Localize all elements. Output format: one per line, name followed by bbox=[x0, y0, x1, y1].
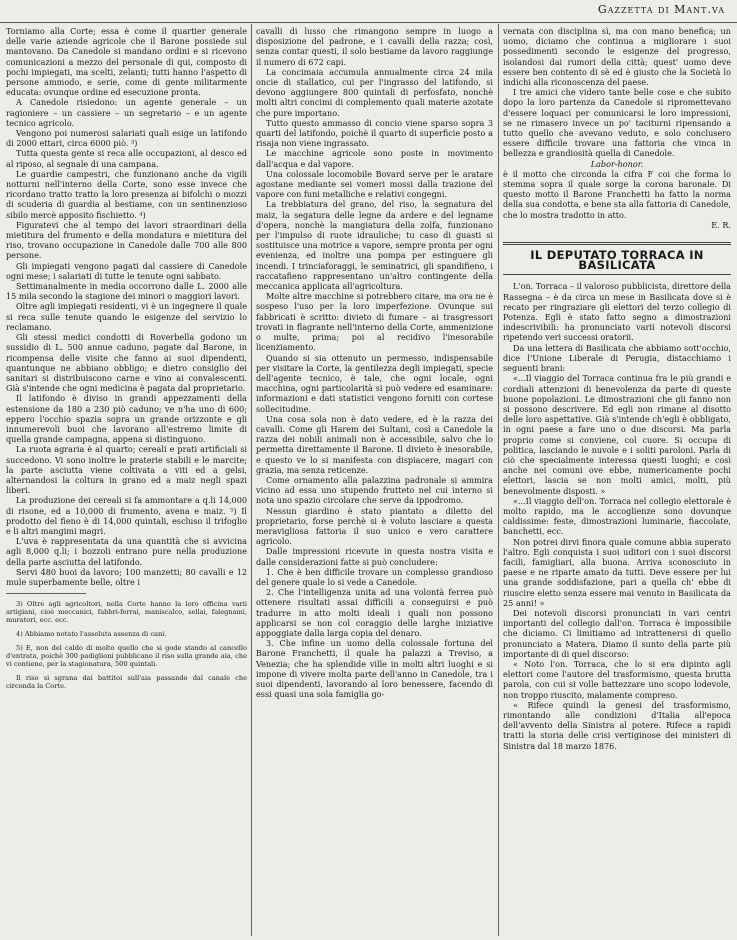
paragraph: Tutto questo ammasso di concio viene sparso sopra 3 quarti del latifondo, poichè il quarto di superficie posto a risaja non viene ingrassato. bbox=[256, 117, 493, 149]
footnote: 5) E, non del caldo di molto quello che si gode stando al cancello d'entrata, poichè 300 padiglioni pubblicano il riso sulla grande aia, che vi contiene, per la stagionatura, 500 quintali. bbox=[6, 644, 247, 669]
paragraph: Vengono poi numerosi salariati quali esige un latifondo di 2000 ettari, circa 6000 piò. ³) bbox=[6, 128, 247, 149]
paragraph: La trebbiatura del grano, del riso, la segnatura del maiz, la segatura delle legne da ardere e del legname d'opera, nonchè la mangiatura della zolfa, funzionano per l'impulso di ruote idrauliche; tu caso di guasti si sostituisce una motrice a vapore, sempre pronta per ogni evenienza, ed inoltre una pompa per estinguere gli incendi. I trinciaforaggi, le seminatrici, gli spandifieno, i raccatafieno rappresentano un'altro contingente della meccanica applicata all'agricoltura. bbox=[256, 199, 493, 292]
column-3 bbox=[503, 26, 731, 936]
paragraph: Gli impiegati vengono pagati dal cassiere di Canedole ogni mese; i salariati di tutte le tenute ogni sabbato. bbox=[6, 260, 247, 281]
column-divider bbox=[251, 24, 252, 936]
paragraph: Nessun giardino è stato piantato a diletto del proprietario, forse perchè si è voluto lasciare a questa meravigliosa fattoria il suo unico e vero carattere agricolo. bbox=[256, 505, 493, 547]
paragraph: Gli stessi medici condotti di Roverbella godono un sussidio di L. 500 annue caduno, pagate dal Barone, in ricompensa delle visite che fanno ai suoi dipendenti, quantunque ne abbiano obbligo; e dietro consiglio dei sanitari si distribuiscono carne e vino ai convalescenti. Già s'intende che ogni medicina è pagata dal proprietario. bbox=[6, 332, 247, 394]
paragraph: vernata con disciplina sì, ma con mano benefica; un uomo, diciamo che continua a migliorare i suoi possedimenti secondo le esigenze del progresso, isolandosi dai rumori della città; quest' uomo deve essere ben contento di sè ed è giusto che la Società lo indichi alla riconoscenza del paese. bbox=[503, 26, 731, 88]
paragraph: cavalli di lusso che rimangono sempre in luogo a disposizione del padrone, e i cavalli della razza; così, senza contar questi, il solo bestiame da lavoro raggiunge il numero di 672 capi. bbox=[256, 26, 493, 67]
paragraph: « Noto l'on. Torraca, che lo si era dipinto agli elettori come l'autore del trasformismo, questa brutta parola, con cui si volle battezzare uno scopo lodevole, non troppo riuscito, malamente compreso. bbox=[503, 658, 731, 700]
paragraph: Una cosa sola non è dato vedere, ed è la razza dei cavalli. Come gli Harem dei Sultani, così a Canedole la razza dei nobili animali non è accessibile, salvo che lo permetta direttamente il Barone. Il divieto è inesorabile, e questo ve lo si manifesta con dispiacere, magari con grazia, ma senza reticenze. bbox=[256, 413, 493, 475]
paragraph: Le guardie campestri, che funzionano anche da vigili notturni nell'interno della Corte, sono esse invece che ricordano tratto tratto la loro presenza ai bifolchi o mozzi di scuderia di guardia al bestiame, con un sentinenzioso sibilo mercè apposito fischietto. ⁴) bbox=[6, 168, 247, 220]
paragraph: Come ornamento alla palazzina padronale si ammira vicino ad essa uno stupendo frutteto nel cui interno si nota uno spazio circolare che serve da ippodromo. bbox=[256, 474, 493, 506]
paragraph: Dalle impressioni ricevute in questa nostra visita e dalle considerazioni fatte si può concludere: bbox=[256, 546, 493, 567]
paragraph: Settimanalmente in media occorrono dalle L. 2000 alle 15 mila secondo la stagione dei minori o maggiori lavori. bbox=[6, 281, 247, 302]
paragraph: L'on. Torraca – il valoroso pubblicista, direttore della Rassegna – è da circa un mese in Basilicata dove si è recato per ringraziare gli elettori del terzo collegio di Potenza. Egli è stato fatto segno a dimostrazioni indescrivibili: ha pronunciato varii notevoli discorsi ripetendo veri successi oratorii. bbox=[503, 281, 731, 343]
paragraph: 3. Che infine un uomo della colossale fortuna del Barone Franchetti, il quale ha palazzi a Treviso, a Venezia; che ha splendide ville in molti altri luoghi e si impone di vivere molta parte dell'anno in Canedole, tra i suoi dipendenti, lavorando al loro benessere, facendo di essi quasi una sola famiglia go- bbox=[256, 638, 493, 700]
article-signature: E. R. bbox=[711, 219, 731, 230]
paragraph: A Canedole risiedono: un agente generale – un ragioniere – un cassiere – un segretario – e un agente tecnico agricolo. bbox=[6, 97, 247, 128]
paragraph: Dei notevoli discorsi pronunciati in vari centri importanti del collegio dall'on. Torraca è impossibile che diciamo. Ci limitiamo ad intrattenersi di quello pronunciato a Matera. Diamo il sunto della parte più importante di di quel discorso: bbox=[503, 607, 731, 659]
paragraph: Le macchine agricole sono poste in movimento dall'acqua e dal vapore. bbox=[256, 148, 493, 169]
paragraph: «...Il viaggio del Torraca continua fra le più grandi e cordiali attenzioni di benevolenza da parte di queste buone popolazioni. Le dimostrazioni che gli fanno non si possono descrivere. Ed egli non rimane al disotto delle loro aspettative. Già s'intende ch'egli è obbligato, in ogni paese a fare uno o due discorsi. Ma parla proprio come si conviene, col cuore. Si occupa di politica, lasciando le nuvole e i soliti paroloni. Parla di ciò che specialmente interessa questi luoghi; e così anche nei comuni ove ebbe, numericamente pochi elettori, lascia se non molti amici, molti, più benevolmente disposti. » bbox=[503, 373, 731, 496]
column-2 bbox=[256, 26, 493, 936]
page-header bbox=[0, 0, 737, 23]
footnote: 4) Abbiamo notato l'assoluta assenza di cani. bbox=[16, 630, 167, 639]
footnote-divider bbox=[6, 593, 86, 594]
paragraph: 1. Che è ben difficile trovare un complesso grandioso del genere quale lo si vede a Canedole. bbox=[256, 566, 493, 587]
paragraph: I tre amici che videro tante belle cose e che subito dopo la loro partenza da Canedole si ripromettevano d'essere loquaci per comunicarsi le loro impressioni, se ne rimasero invece un po' taciturni ripensando a tutto quello che avevano veduto, e solo conclusero essere difficile trovare una fattoria che vinca in bellezza e grandiosità quella di Canedole. bbox=[503, 87, 731, 159]
paragraph: Quando si sia ottenuto un permesso, indispensabile per visitare la Corte, la gentilezza degli impiegati, specie dell'agente tecnico, è tale, che ogni locale, ogni macchina, ogni particolarità si può vedere ed esaminare: informazioni e dati statistici vengono forniti con cortese sollecitudine. bbox=[256, 352, 493, 414]
column-divider bbox=[498, 24, 499, 936]
column-1 bbox=[6, 26, 247, 936]
paragraph: Molte altre macchine si potrebbero citare, ma ora ne è sospeso l'uso per la loro imperfezione. Ovunque sui fabbricati è scritto: divieto di fumare – ai trasgressori trovati in flagrante nell'interno della Corte, ammenizione o multe, prima; poi al recidivo l'inesorabile licenziamento. bbox=[256, 291, 493, 353]
paragraph: Da una lettera di Basilicata che abbiamo sott'occhio, dice l'Unione Liberale di Perugia, distacchiamo i seguenti brani: bbox=[503, 342, 731, 374]
paragraph: è il motto che circonda la cifra F coi che forma lo stemma sopra il quale sorge la corona baronale. Di questo motto il Barone Franchetti ha fatto la norma della sua condotta, e bene sta alla fattoria di Canedole, che lo mostra tradotto in atto. bbox=[503, 168, 731, 220]
paragraph: La produzione dei cereali si fa ammontare a q.li 14,000 di risone, ed a 10,000 di frumento, avena e maiz. ⁵) Il prodotto del fieno è di 14,000 quintali, escluso il trifoglio e li altri mangimi magri. bbox=[6, 495, 247, 536]
paragraph: Oltre agli impiegati residenti, vi è un ingegnere il quale si reca sulle tenute quando le esigenze del servizio lo reclamano. bbox=[6, 301, 247, 332]
paragraph: « Rifece quindi la genesi del trasformismo, rimontando alle condizioni d'Italia all'epoca dell'avvento della Sinistra al potere. Rifece a rapidi tratti la storia delle crisi vertiginose dei ministeri di Sinistra dal 18 marzo 1876. bbox=[503, 699, 731, 751]
paragraph: L'uva è rappresentata da una quantità che si avvicina agli 8,000 q.li; i bozzoli entrano pure nella produzione della parte asciutta del latifondo. bbox=[6, 536, 247, 567]
paragraph: 2. Che l'intelligenza unita ad una volontà ferrea può ottenere risultati assai difficili a conseguirsi e può tradurre in atto molti ideali i quali non possono applicarsi se non col coraggio delle larghe iniziative appoggiate dalla larga copia del denaro. bbox=[256, 587, 493, 638]
paragraph: La ruota agraria è al quarto; cereali e prati artificiali si succedono. Vi sono inoltre le praterie stabili e le marcite; la parte asciutta viene coltivata a viti ed a gelsi, alternandosi la coltura in grano ed a maiz negli spazi liberi. bbox=[6, 444, 247, 496]
paragraph: Torniamo alla Corte; essa è come il quartier generale delle varie aziende agricole che il Barone possiede sul mantovano. Da Canedole si mandano ordini e si ricevono comunicazioni a mezzo del personale di qui, composto di pochi impiegati, ma scelti, zelanti; tutti hanno l'aspetto di persone ammodo, e serie, come di gente militarmente educata: ovunque ordine ed esecuzione pronta. bbox=[6, 26, 247, 98]
footnote: 3) Oltre agli agricoltori, nella Corte hanno la loro officina varii artigiani, cioè meccanici, fabbri-ferrai, maniscalco, sellai, falegnami, muratori, ecc. ecc. bbox=[6, 600, 247, 625]
motto: Labor-honor. bbox=[590, 158, 644, 169]
paragraph: Servi 480 buoi da lavoro; 100 manzetti; 80 cavalli e 12 mule superbamente belle, oltre i bbox=[6, 566, 247, 587]
paragraph: Figuratevi che al tempo dei lavori straordinari della mietitura del frumento e della mondatura e mietitura del riso, trovano occupazione in Canedole dalle 700 alle 800 persone. bbox=[6, 219, 247, 261]
paragraph: Una colossale locomobile Bovard serve per le aratare agostane mediante sei vomeri mossi dalla trazione del vapore con funi metalliche e relativi congegni. bbox=[256, 168, 493, 200]
article-headline: IL DEPUTATO TORRACA IN BASILICATA bbox=[503, 242, 731, 275]
footnote: Il riso si sgrana dai battitoi sull'aia passando dal canale che circonda la Corte. bbox=[6, 674, 247, 691]
paragraph: Tutta questa gente si reca alle occupazioni, al desco ed al riposo, al segnale di una campana. bbox=[6, 148, 247, 169]
paragraph: Il latifondo è diviso in grandi appezzamenti della estensione da 180 a 230 piò caduno; ve n'ha uno di 600; eppero l'occhio spazia sopra un grande orizzonte e gli innumerevoli buoi che lavorano all'estremo limite di quella grande campagna, appena si distinguono. bbox=[6, 393, 247, 445]
paragraph: La concimaia accumula annualmente circa 24 mila oncie di stallatico, cui per l'ingrasso del latifondo, si devono aggiungere 800 quintali di perfosfato, nonchè molti altri concimi di complemento quali materie azotate che pure importano. bbox=[256, 66, 493, 118]
paragraph: Non potrei dirvi finora quale comune abbia superato l'altro. Egli conquista i suoi uditori con i suoi discorsi facili, famigliari, alla buona. Arriva sconosciuto in paese e ne riparte amato da tutti. Deve essere per lui una grande soddisfazione, pari a quella ch' ebbe di riuscire eletto senza essere mai venuto in Basilicata da 25 anni! » bbox=[503, 536, 731, 608]
paragraph: «...Il viaggio dell'on. Torraca nel collegio elettorale è molto rapido, ma le accoglienze sono dovunque caldissime: feste, dimostrazioni luminarie, fiaccolate, banchetti, ecc. bbox=[503, 495, 731, 537]
newspaper-title: Gazzetta di Mant.va bbox=[597, 3, 725, 16]
